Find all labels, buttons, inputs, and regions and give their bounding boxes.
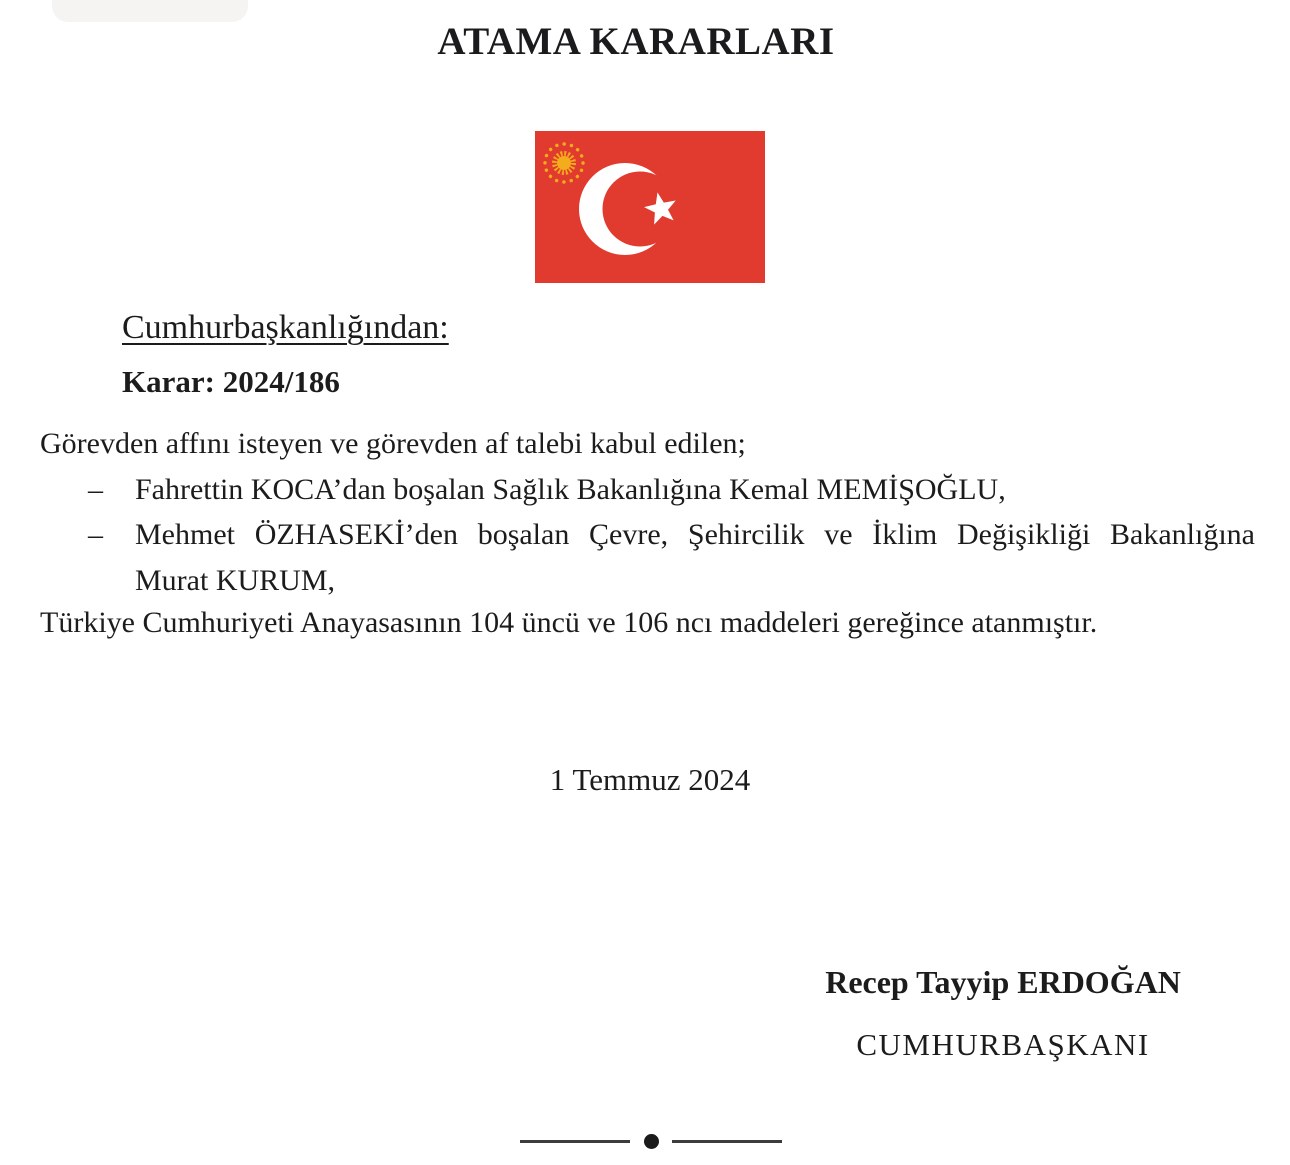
appointment-text: Fahrettin KOCA’dan boşalan Sağlık Bakanlığına Kemal MEMİŞOĞLU, bbox=[135, 473, 1006, 506]
divider-line-left bbox=[520, 1140, 630, 1143]
list-dash: – bbox=[88, 518, 103, 551]
divider-dot bbox=[644, 1134, 659, 1149]
list-dash: – bbox=[88, 473, 103, 506]
intro-paragraph: Görevden affını isteyen ve görevden af talebi kabul edilen; bbox=[40, 427, 746, 460]
issuer-heading: Cumhurbaşkanlığından: bbox=[122, 309, 449, 346]
turkish-presidential-flag bbox=[535, 131, 765, 283]
divider-line-right bbox=[672, 1140, 782, 1143]
flag-graphic bbox=[535, 131, 765, 283]
signature-title: CUMHURBAŞKANI bbox=[856, 1027, 1150, 1062]
appointment-item bbox=[88, 512, 1255, 604]
document-date: 1 Temmuz 2024 bbox=[549, 762, 751, 797]
signature-name: Recep Tayyip ERDOĞAN bbox=[825, 964, 1181, 1000]
closing-paragraph: Türkiye Cumhuriyeti Anayasasının 104 üncü ve 106 ncı maddeleri gereğince atanmıştır. bbox=[40, 606, 1098, 639]
document-title: ATAMA KARARLARI bbox=[437, 20, 835, 63]
appointment-item bbox=[88, 467, 1255, 513]
appointment-text: Mehmet ÖZHASEKİ’den boşalan Çevre, Şehircilik ve İklim Değişikliği Bakanlığına bbox=[135, 518, 1255, 551]
section-divider bbox=[520, 1128, 782, 1154]
decision-number: Karar: 2024/186 bbox=[122, 364, 340, 399]
appointment-text: Murat KURUM, bbox=[135, 564, 335, 597]
signature-block bbox=[818, 964, 1188, 1063]
